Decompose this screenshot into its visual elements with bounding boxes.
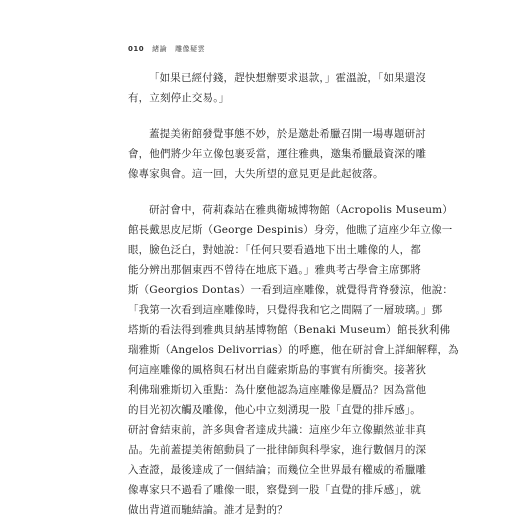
page-number: 010	[128, 45, 145, 53]
body-text	[128, 68, 459, 520]
text-line: 蓋提美術館發覺事態不妙，於是邀赴希臘召開一場專題研討	[149, 128, 426, 140]
text-line: 有，立刻停止交易。」	[128, 92, 230, 104]
text-line: 能分辨出那個東西不曾待在地底下過。」雅典考古學會主席鄧將	[128, 264, 421, 276]
text-line: 研討會中，荷莉森站在雅典衛城博物館（Acropolis Museum）	[149, 204, 453, 216]
text-line: 瑞雅斯（Angelos Delivorrias）的呼應，他在研討會上詳細解釋，為	[128, 344, 459, 356]
text-line: 「如果已經付錢，趕快想辦要求退款，」霍溫說，「如果還沒	[149, 72, 427, 84]
text-line: 做出背道而馳結論。誰才是對的？	[128, 504, 288, 516]
text-line: 入查證，最後達成了一個結論；而幾位全世界最有權威的希臘雕	[128, 464, 427, 476]
text-line: 塔斯的看法得到雅典貝納基博物館（Benaki Museum）館長狄利佛	[128, 324, 451, 336]
chapter-title: 雕像疑雲	[175, 45, 206, 53]
text-line: 的目光初次觸及雕像，他心中立刻湧現一股「直覺的排斥感」。	[128, 404, 421, 416]
text-line: 利佛瑞雅斯切入重點：為什麼他認為這座雕像是贗品？因為當他	[128, 384, 427, 396]
paragraph-quote	[128, 68, 427, 108]
text-line: 斯（Georgios Dontas）一看到這座雕像，就覺得背脊發涼，他說：	[128, 284, 453, 296]
text-line: 品。先前蓋提美術館動員了一批律師與科學家，進行數個月的深	[128, 444, 427, 456]
running-header	[128, 43, 205, 55]
text-line: 眼，臉色泛白，對她說：「任何只要看過地下出土雕像的人，都	[128, 244, 421, 256]
paragraph-symposium	[128, 124, 427, 184]
text-line: 館長戴思皮尼斯（George Despinis）身旁，他瞧了這座少年立像一	[128, 224, 453, 236]
section-title: 緒論	[152, 45, 168, 53]
paragraph-experts	[128, 200, 459, 520]
text-line: 像專家只不過看了雕像一眼，察覺到一股「直覺的排斥感」，就	[128, 484, 421, 496]
text-line: 像專家與會。這一回，大失所望的意見更是此起彼落。	[128, 168, 384, 180]
text-line: 「我第一次看到這座雕像時，只覺得我和它之間隔了一層玻璃。」鄧	[128, 304, 443, 316]
text-line: 研討會結束前，許多與會者達成共識：這座少年立像顯然並非真	[128, 424, 427, 436]
text-line: 會，他們將少年立像包裹妥當，運往雅典，邀集希臘最資深的雕	[128, 148, 427, 160]
text-line: 何這座雕像的風格與石材出自薩索斯島的事實有所衝突。接著狄	[128, 364, 427, 376]
